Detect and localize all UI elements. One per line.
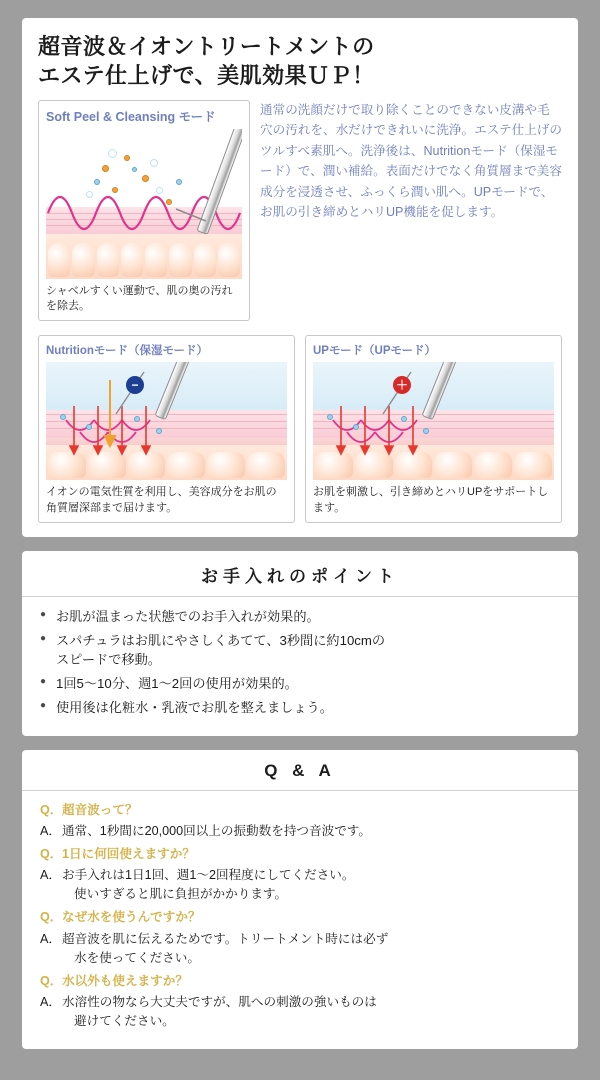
qa-answer-label: A． (40, 931, 61, 946)
up-diagram (313, 362, 554, 480)
intro-text-column (260, 100, 562, 321)
nutrition-card-inner (38, 335, 295, 522)
qa-question-label: Q． (40, 973, 63, 988)
qa-answer-label: A． (40, 995, 61, 1009)
title-line-2: エステ仕上げで、美肌効果ＵＰ！ (38, 63, 375, 89)
nutrition-polarity-badge: − (126, 376, 144, 394)
care-item-cont: スピードで移動。 (56, 652, 161, 668)
care-item-text: 1回5〜10分、週1〜2回の使用が効果的。 (56, 676, 298, 692)
care-panel (22, 551, 578, 736)
feature-panel (22, 18, 578, 537)
care-heading: お手入れのポイント (22, 551, 578, 597)
up-title: UPモード（UPモード） (313, 345, 437, 358)
qa-answer-line1: 水溶性の物なら大丈夫ですが、肌への刺激の強いものは (62, 995, 377, 1009)
care-item-text: お肌が温まった状態でのお手入れが効果的。 (56, 608, 320, 624)
qa-answer-line1: 超音波を肌に伝えるためです。トリートメント時には必ず (62, 931, 389, 946)
qa-answer-label: A． (40, 823, 61, 838)
qa-item (40, 972, 560, 1031)
qa-item (40, 908, 560, 967)
care-body (22, 597, 578, 736)
list-item (40, 674, 560, 694)
qa-answer-row (40, 993, 560, 1031)
soft-peel-diagram (46, 129, 242, 279)
list-item (40, 631, 560, 671)
qa-answer-row (40, 822, 560, 841)
care-item-text: 使用後は化粧水・乳液でお肌を整えましょう。 (56, 699, 333, 715)
qa-panel (22, 750, 578, 1050)
qa-question-text: 1日に何回使えますか？ (62, 847, 195, 862)
intro-text: 通常の洗顔だけで取り除くことのできない皮溝や毛穴の汚れを、水だけできれいに洗浄。エステ仕上げのツルすべ素肌へ。洗浄後は、Nutritionモード（保湿モード）で、潤い補給。表面だけでなく角質層まで美容成分を浸透させ、ふっくら潤い肌へ。UPモードで、お肌の引き締めとハリUP機能を促します。 (260, 103, 562, 220)
qa-question-text: 水以外も使えますか？ (62, 973, 188, 988)
list-item (40, 698, 560, 718)
qa-body (22, 791, 578, 1050)
qa-question-label: Q． (40, 847, 63, 862)
qa-question-text: なぜ水を使うんですか？ (62, 910, 201, 925)
nutrition-title: Nutritionモード（保湿モード） (46, 345, 208, 358)
qa-question-row (40, 972, 560, 991)
qa-item (40, 845, 560, 904)
title-line-1: 超音波＆イオントリートメントの (38, 34, 375, 59)
qa-answer-text (62, 930, 560, 968)
top-section (22, 96, 578, 335)
qa-heading: Q & A (22, 750, 578, 791)
qa-answer-label: A． (40, 868, 61, 883)
qa-answer-row (40, 866, 560, 904)
mode-cards-row (22, 335, 578, 536)
qa-answer-line2: 使いすぎると肌に負担がかかります。 (74, 887, 288, 902)
qa-question-row (40, 908, 560, 927)
qa-question-row (40, 845, 560, 864)
qa-question-row (40, 801, 560, 820)
care-list (40, 607, 560, 718)
soft-peel-caption: シャベルすくい運動で、肌の奥の汚れを除去。 (46, 285, 233, 313)
up-caption: お肌を刺激し、引き締めとハリUPをサポートします。 (313, 486, 549, 514)
qa-answer-text: 通常、1秒間に20,000回以上の振動数を持つ音波です。 (62, 823, 371, 838)
care-item-text: スパチュラはお肌にやさしくあてて、3秒間に約10cmの (56, 632, 386, 648)
soft-peel-card (38, 100, 250, 321)
nutrition-diagram (46, 362, 287, 480)
nutrition-arrows-icon (46, 362, 287, 480)
soft-peel-card-inner (38, 100, 250, 321)
qa-question-text: 超音波って？ (62, 802, 138, 817)
up-card (305, 335, 562, 522)
page-title (22, 18, 578, 96)
list-item (40, 607, 560, 627)
qa-question-label: Q． (40, 802, 63, 817)
probe-tip-icon (46, 129, 242, 279)
nutrition-caption: イオンの電気性質を利用し、美容成分をお肌の角質層深部まで届けます。 (46, 486, 277, 514)
qa-item (40, 801, 560, 841)
nutrition-card (38, 335, 295, 522)
qa-answer-line1: お手入れは1日1回、週1〜2回程度にしてください。 (62, 868, 355, 883)
soft-peel-title: Soft Peel & Cleansing モード (46, 110, 216, 125)
qa-answer-text (62, 993, 560, 1031)
qa-answer-line2: 避けてください。 (74, 1014, 175, 1029)
qa-question-label: Q． (40, 910, 63, 925)
up-arrows-icon (313, 362, 554, 480)
up-polarity-badge: ＋ (393, 376, 411, 394)
qa-answer-row (40, 930, 560, 968)
up-card-inner (305, 335, 562, 522)
qa-answer-text (62, 866, 560, 904)
qa-answer-line2: 水を使ってください。 (74, 950, 200, 965)
